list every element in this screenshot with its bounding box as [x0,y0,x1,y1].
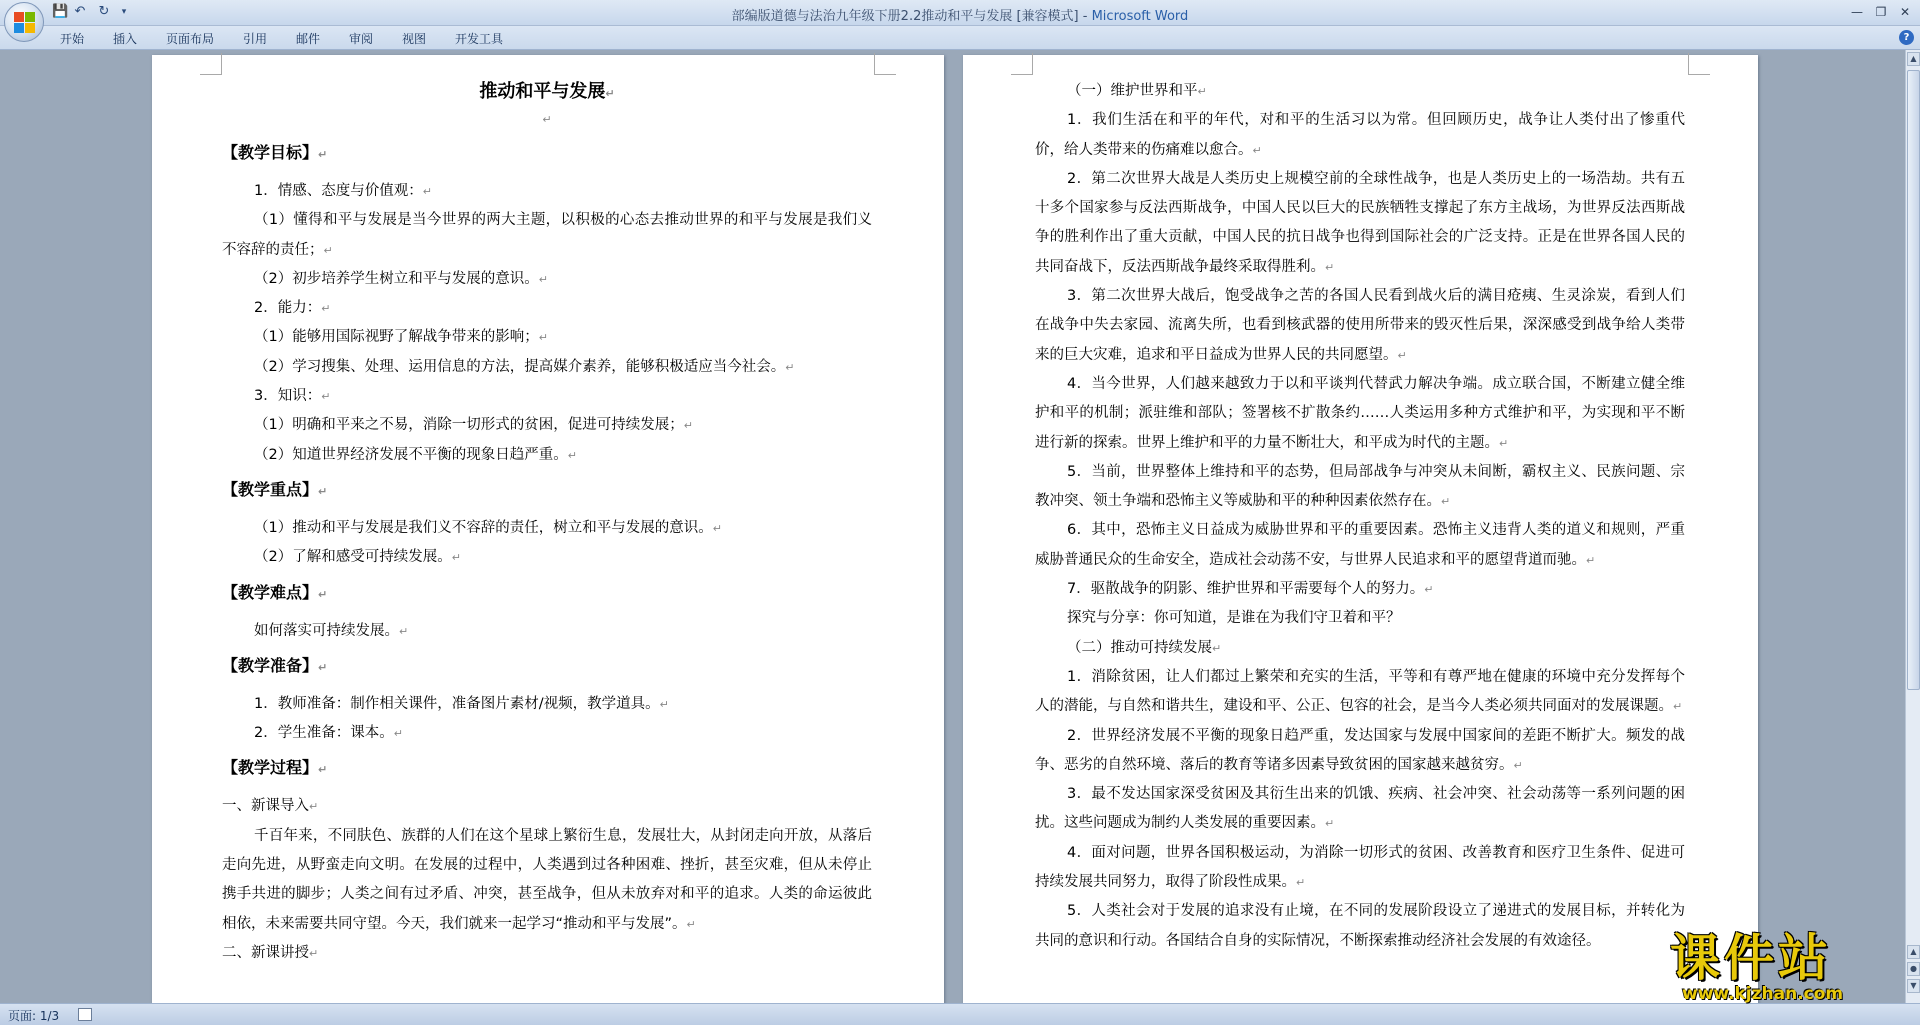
line-text: （1）明确和平来之不易，消除一切形式的贫困，促进可持续发展； [254,417,684,434]
heading-goals: 【教学目标】↵ [222,143,328,162]
customize-toolbar-icon[interactable]: ▾ [121,7,127,17]
line-text: （1）推动和平与发展是我们义不容辞的责任，树立和平与发展的意识。 [254,519,713,536]
key-point-line: （2）了解和感受可持续发展。↵ [254,549,461,566]
tab-developer[interactable]: 开发工具 [455,32,504,46]
paragraph: 6．其中，恐怖主义日益成为威胁世界和平的重要因素。恐怖主义违背人类的道义和规则，严重威胁普通民众的生命安全，造成社会动荡不安，与世界人民追求和平的愿望背道而驰。↵ [1035,522,1685,568]
help-icon[interactable]: ? [1899,30,1914,45]
heading-text: 【教学过程】 [222,758,319,778]
section-heading: （一）维护世界和平↵ [1067,83,1207,99]
heading-text: 【教学重点】 [222,479,319,499]
paragraph [1035,897,1685,956]
proofing-icon[interactable] [78,1008,92,1021]
document-page-2[interactable] [963,55,1758,1003]
heading-text: 【教学目标】 [222,143,319,162]
redo-icon[interactable]: ↻ [98,4,110,19]
line-text: 2．世界经济发展不平衡的现象日趋严重，发达国家与发展中国家间的差距不断扩大。频发的战争、恶劣的自然环境、落后的教育等诸多因素导致贫困的国家越来越贫穷。 [1035,727,1685,773]
page-1-content [222,73,872,968]
process-intro-text: 千百年来，不同肤色、族群的人们在这个星球上繁衍生息，发展壮大，从封闭走向开放，从落后走向先进，从野蛮走向文明。在发展的过程中，人类遇到过各种困难、挫折，甚至灾难，但从未停止携手共进的脚步；人类之间有过矛盾、冲突，甚至战争，但从未放弃对和平的追求。人类的命运彼此相依，未来需要共同守望。今天，我们就来一起学习“推动和平与发展”。↵ [222,827,872,932]
line-text: 1．情感、态度与价值观： [254,183,423,199]
scroll-thumb[interactable] [1907,70,1920,690]
tab-mailings[interactable]: 邮件 [296,32,321,46]
scroll-up-icon[interactable]: ▲ [1907,52,1920,66]
section-heading: （二）推动可持续发展↵ [1067,639,1222,656]
office-button[interactable] [4,2,44,42]
process-lecture-heading: 二、新课讲授↵ [222,944,319,961]
heading-difficult-points: 【教学难点】↵ [222,582,328,602]
ribbon-tabs [0,26,1920,50]
line-text: 千百年来，不同肤色、族群的人们在这个星球上繁衍生息，发展壮大，从封闭走向开放，从落后走向先进，从野蛮走向文明。在发展的过程中，人类遇到过各种困难、挫折，甚至灾难，但从未停止携手共进的脚步；人类之间有过矛盾、冲突，甚至战争，但从未放弃对和平的追求。人类的命运彼此相依，未来需要共同守望。今天，我们就来一起学习“推动和平与发展”。 [222,827,872,932]
line-text: （2）知道世界经济发展不平衡的现象日趋严重。 [254,446,568,463]
undo-icon[interactable]: ↶ [74,4,86,19]
prep-line: 1．教师准备：制作相关课件，准备图片素材/视频，教学道具。↵ [254,695,669,712]
difficult-point-line: 如何落实可持续发展。↵ [254,622,409,639]
line-text: 如何落实可持续发展。 [254,622,399,639]
app-name: Microsoft Word [1091,9,1189,24]
paragraph: 1．我们生活在和平的年代，对和平的生活习以为常。但回顾历史，战争让人类付出了惨重代价，给人类带来的伤痛难以愈合。↵ [1035,112,1685,158]
tab-home[interactable]: 开始 [60,32,85,46]
process-intro-heading: 一、新课导入↵ [222,798,319,815]
watermark-title: 课件站 [1670,929,1832,987]
line-text: 7．驱散战争的阴影、维护世界和平需要每个人的努力。 [1067,581,1425,598]
window-title [0,5,1920,24]
line-text: （1）能够用国际视野了解战争带来的影响； [254,329,539,346]
heading-text: 【教学准备】 [222,655,319,675]
paragraph: 7．驱散战争的阴影、维护世界和平需要每个人的努力。↵ [1067,581,1434,598]
tab-view[interactable]: 视图 [402,32,427,46]
goal-line: 2．能力：↵ [254,300,331,317]
line-text: 2．能力： [254,300,322,317]
paragraph: 4．面对问题，世界各国积极运动，为消除一切形式的贫困、改善教育和医疗卫生条件、促进可持续发展共同努力，取得了阶段性成果。↵ [1035,844,1685,891]
paragraph: 5．当前，世界整体上维持和平的态势，但局部战争与冲突从未间断，霸权主义、民族问题、宗教冲突、领土争端和恐怖主义等威胁和平的种种因素依然存在。↵ [1035,463,1685,510]
line-text: （2）学习搜集、处理、运用信息的方法，提高媒介素养，能够积极适应当今社会。 [254,358,786,375]
heading-preparation: 【教学准备】↵ [222,655,328,675]
paragraph [1035,604,1685,633]
heading-process: 【教学过程】↵ [222,758,328,778]
margin-mark [1011,53,1033,75]
line-text: 6．其中，恐怖主义日益成为威胁世界和平的重要因素。恐怖主义违背人类的道义和规则，严重威胁普通民众的生命安全，造成社会动荡不安，与世界人民追求和平的愿望背道而驰。 [1035,522,1685,568]
line-text: 5．人类社会对于发展的追求没有止境，在不同的发展阶段设立了递进式的发展目标，并转化为共同的意识和行动。各国结合自身的实际情况，不断探索推动经济社会发展的有效途径。 [1035,903,1685,949]
page-indicator[interactable]: 页面: 1/3 [8,1009,60,1023]
paragraph: 4．当今世界，人们越来越致力于以和平谈判代替武力解决争端。成立联合国，不断建立健全维护和平的机制；派驻维和部队；签署核不扩散条约……人类运用多种方式维护和平，为实现和平不断进行新的探索。世界上维护和平的力量不断壮大，和平成为时代的主题。↵ [1035,375,1685,451]
line-text: 2．第二次世界大战是人类历史上规模空前的全球性战争，也是人类历史上的一场浩劫。共有五十多个国家参与反法西斯战争，中国人民以巨大的民族牺牲支撑起了东方主战场，为世界反法西斯战争的胜利作出了重大贡献，中国人民的抗日战争也得到国际社会的广泛支持。正是在世界各国人民的共同奋战下，反法西斯战争最终采取得胜利。 [1035,170,1685,275]
line-text: 1．教师准备：制作相关课件，准备图片素材/视频，教学道具。 [254,695,660,712]
line-text: （2）初步培养学生树立和平与发展的意识。 [254,270,539,287]
goal-line: （1）懂得和平与发展是当今世界的两大主题，以积极的心态去推动世界的和平与发展是我们义不容辞的责任；↵ [222,212,872,258]
title-separator: - [1078,9,1092,24]
tab-page-layout[interactable]: 页面布局 [166,32,215,46]
paragraph: 2．世界经济发展不平衡的现象日趋严重，发达国家与发展中国家间的差距不断扩大。频发的战争、恶劣的自然环境、落后的教育等诸多因素导致贫困的国家越来越贫穷。↵ [1035,727,1685,773]
line-text: 二、新课讲授 [222,944,309,961]
title-bar [0,0,1920,26]
line-text: 1．我们生活在和平的年代，对和平的生活习以为常。但回顾历史，战争让人类付出了惨重代价，给人类带来的伤痛难以愈合。 [1035,112,1685,158]
heading-text: 【教学难点】 [222,582,319,602]
line-text: （二）推动可持续发展 [1067,639,1212,656]
page-2-content [1035,77,1685,956]
key-point-line: （1）推动和平与发展是我们义不容辞的责任，树立和平与发展的意识。↵ [254,519,722,536]
line-text: 4．当今世界，人们越来越致力于以和平谈判代替武力解决争端。成立联合国，不断建立健全维护和平的机制；派驻维和部队；签署核不扩散条约……人类运用多种方式维护和平，为实现和平不断进行新的探索。世界上维护和平的力量不断壮大，和平成为时代的主题。 [1035,375,1685,451]
line-text: 2．学生准备：课本。 [254,725,394,742]
tab-review[interactable]: 审阅 [349,32,374,46]
previous-page-icon[interactable]: ▲ [1907,945,1920,959]
vertical-scrollbar[interactable] [1905,50,1920,1003]
paragraph: 2．第二次世界大战是人类历史上规模空前的全球性战争，也是人类历史上的一场浩劫。共有五十多个国家参与反法西斯战争，中国人民以巨大的民族牺牲支撑起了东方主战场，为世界反法西斯战争的胜利作出了重大贡献，中国人民的抗日战争也得到国际社会的广泛支持。正是在世界各国人民的共同奋战下，反法西斯战争最终采取得胜利。↵ [1035,170,1685,275]
minimize-icon[interactable]: — [1851,5,1863,19]
save-icon[interactable]: 💾 [52,4,69,19]
margin-mark [200,53,222,75]
line-text: （2）了解和感受可持续发展。 [254,549,452,566]
document-name: 部编版道德与法治九年级下册2.2推动和平与发展 [兼容模式] [731,9,1079,24]
goal-line: （1）明确和平来之不易，消除一切形式的贫困，促进可持续发展；↵ [254,417,693,434]
line-text: 1．消除贫困，让人们都过上繁荣和充实的生活，平等和有尊严地在健康的环境中充分发挥每个人的潜能，与自然和谐共生，建设和平、公正、包容的社会，是当今人类必须共同面对的发展课题。 [1035,668,1685,715]
goal-line: 3．知识：↵ [254,388,331,405]
document-title: 推动和平与发展↵ [479,81,615,102]
line-text: 探究与分享：你可知道，是谁在为我们守卫着和平？ [1067,610,1401,627]
close-icon[interactable]: ✕ [1899,5,1911,19]
site-watermark [1670,918,1920,1006]
paragraph: 3．最不发达国家深受贫困及其衍生出来的饥饿、疾病、社会冲突、社会动荡等一系列问题的困扰。这些问题成为制约人类发展的重要因素。↵ [1035,786,1685,832]
margin-mark [1688,53,1710,75]
line-text: （一）维护世界和平 [1067,83,1198,99]
heading-key-points: 【教学重点】↵ [222,479,328,499]
paragraph: 3．第二次世界大战后，饱受战争之苦的各国人民看到战火后的满目疮痍、生灵涂炭，看到人们在战争中失去家园、流离失所，也看到核武器的使用所带来的毁灭性后果，深深感受到战争给人类带来的巨大灾难，追求和平日益成为世界人民的共同愿望。↵ [1035,288,1685,363]
goal-line: 1．情感、态度与价值观：↵ [254,183,432,199]
line-text: 5．当前，世界整体上维持和平的态势，但局部战争与冲突从未间断，霸权主义、民族问题、宗教冲突、领土争端和恐怖主义等威胁和平的种种因素依然存在。 [1035,463,1685,510]
line-text: 3．知识： [254,388,322,405]
goal-line: （2）知道世界经济发展不平衡的现象日趋严重。↵ [254,446,577,463]
paragraph: 1．消除贫困，让人们都过上繁荣和充实的生活，平等和有尊严地在健康的环境中充分发挥每个人的潜能，与自然和谐共生，建设和平、公正、包容的社会，是当今人类必须共同面对的发展课题。↵ [1035,668,1685,715]
line-text: 4．面对问题，世界各国积极运动，为消除一切形式的贫困、改善教育和医疗卫生条件、促进可持续发展共同努力，取得了阶段性成果。 [1035,844,1685,891]
watermark-url: www.kjzhan.com [1682,984,1844,1004]
line-text: 一、新课导入 [222,798,309,815]
prep-line: 2．学生准备：课本。↵ [254,725,403,742]
goal-line: （1）能够用国际视野了解战争带来的影响；↵ [254,329,548,346]
tab-references[interactable]: 引用 [243,32,268,46]
next-page-icon[interactable]: ▼ [1907,979,1920,993]
line-text: 3．最不发达国家深受贫困及其衍生出来的饥饿、疾病、社会冲突、社会动荡等一系列问题的困扰。这些问题成为制约人类发展的重要因素。 [1035,786,1685,832]
document-page-1[interactable] [152,55,944,1003]
office-logo-icon [14,12,36,34]
paragraph-mark: ↵ [542,113,552,126]
title-text: 推动和平与发展 [479,81,606,102]
margin-mark [874,53,896,75]
goal-line: （2）学习搜集、处理、运用信息的方法，提高媒介素养，能够积极适应当今社会。↵ [254,358,795,375]
tab-insert[interactable]: 插入 [113,32,138,46]
document-workspace [0,50,1905,1003]
line-text: 3．第二次世界大战后，饱受战争之苦的各国人民看到战火后的满目疮痍、生灵涂炭，看到人们在战争中失去家园、流离失所，也看到核武器的使用所带来的毁灭性后果，深深感受到战争给人类带来的巨大灾难，追求和平日益成为世界人民的共同愿望。 [1035,288,1685,363]
browse-object-icon[interactable]: ● [1907,962,1920,976]
line-text: （1）懂得和平与发展是当今世界的两大主题，以积极的心态去推动世界的和平与发展是我们义不容辞的责任； [222,212,872,258]
status-bar [0,1003,1920,1025]
goal-line: （2）初步培养学生树立和平与发展的意识。↵ [254,270,548,287]
maximize-icon[interactable]: ❐ [1875,5,1887,19]
